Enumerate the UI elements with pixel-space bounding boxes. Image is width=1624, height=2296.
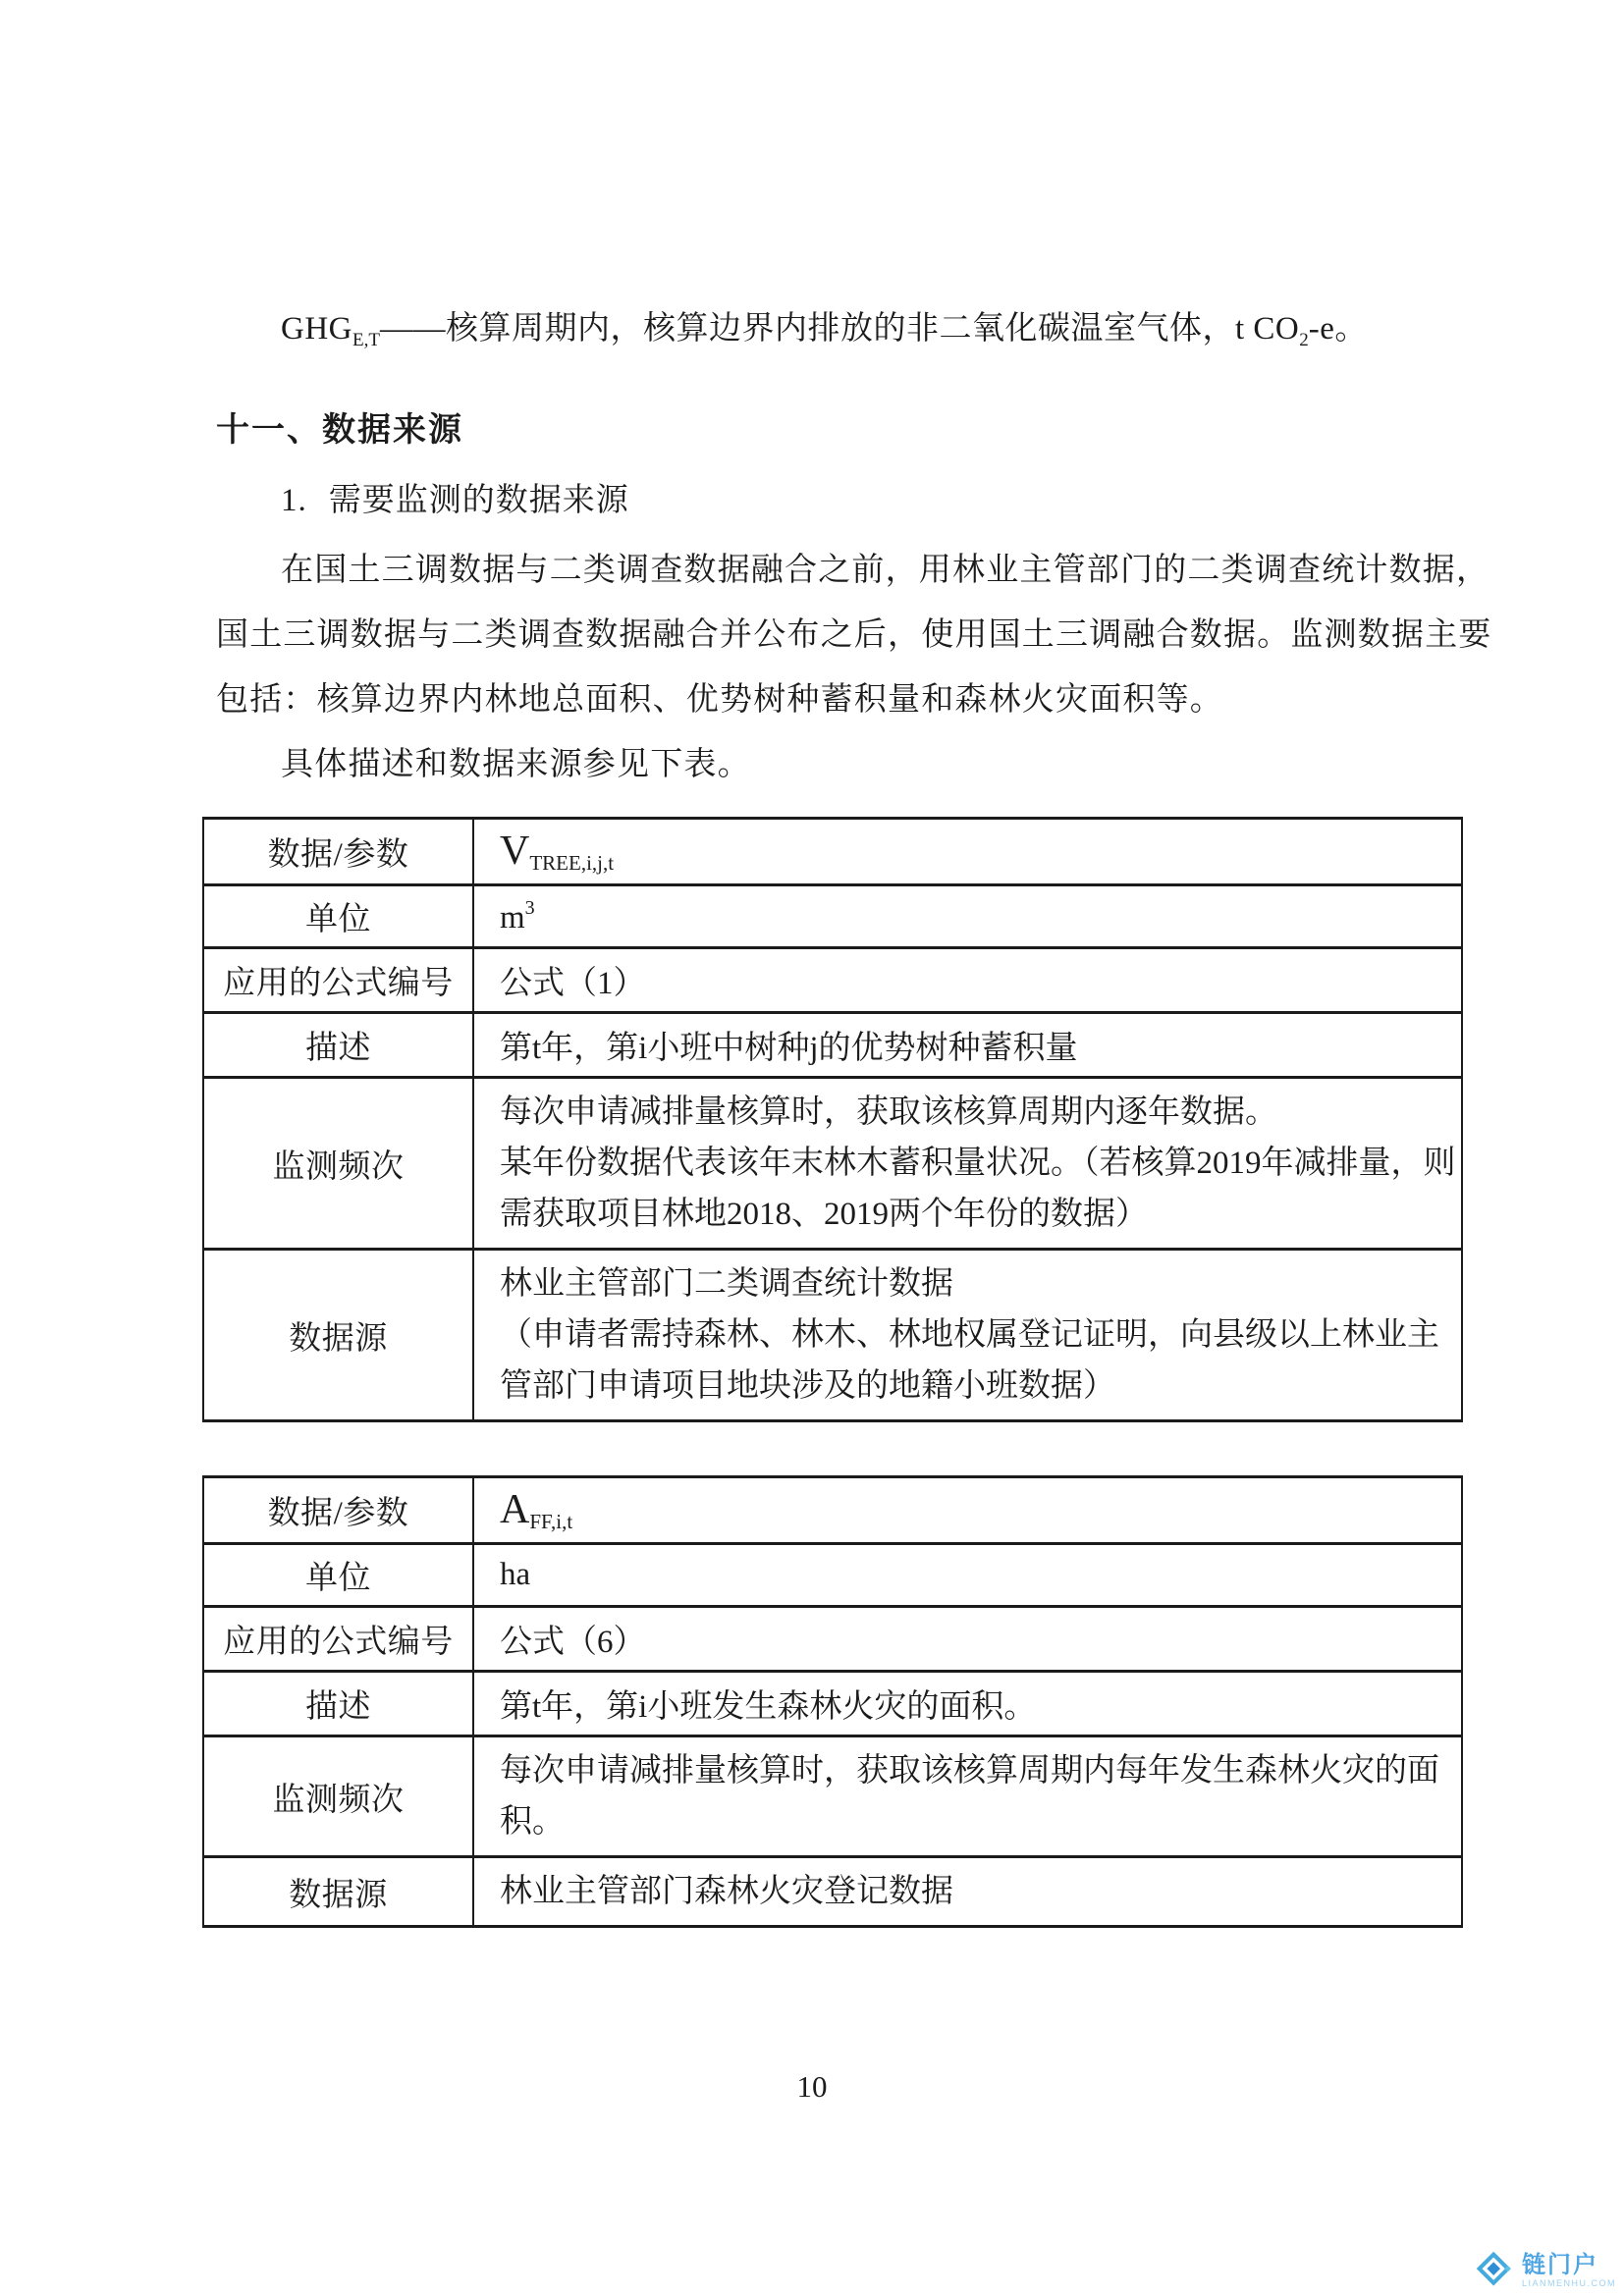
value-line: 需获取项目林地2018、2019两个年份的数据） [500, 1197, 1148, 1232]
table-row [203, 1672, 1462, 1736]
table-row [203, 819, 1462, 885]
row-label-cell: 单位 [203, 1544, 473, 1607]
table-row [203, 1250, 1462, 1421]
value-line: （申请者需持森林、林木、林地权属登记证明，向县级以上林业主 [500, 1317, 1439, 1353]
intro-paragraph [216, 538, 1492, 797]
parameter-subscript: FF,i,t [529, 1510, 573, 1533]
list-item-1 [216, 481, 1467, 520]
table-row [203, 1013, 1462, 1078]
row-value-cell [473, 1477, 1462, 1544]
diamond-logo-icon [1476, 2251, 1515, 2290]
row-value-cell [473, 1078, 1462, 1250]
row-label-cell: 描述 [203, 1672, 473, 1736]
table-row [203, 1544, 1462, 1607]
data-parameter-table-2 [202, 1475, 1463, 1928]
row-label-cell: 数据源 [203, 1857, 473, 1927]
table-row [203, 1078, 1462, 1250]
row-value-cell: 第t年，第i小班中树种j的优势树种蓄积量 [473, 1013, 1462, 1078]
row-label-cell: 数据/参数 [203, 1477, 473, 1544]
paragraph-line: 包括：核算边界内林地总面积、优势树种蓄积量和森林火灾面积等。 [216, 682, 1223, 718]
row-value-cell: 公式（1） [473, 948, 1462, 1013]
row-value-cell [473, 885, 1462, 948]
page-number: 10 [796, 2069, 828, 2104]
table-row [203, 885, 1462, 948]
unit-superscript: 3 [524, 896, 535, 919]
table-row [203, 1477, 1462, 1544]
row-value-cell [473, 1857, 1462, 1927]
value-line: 每次申请减排量核算时，获取该核算周期内每年发生森林火灾的面 [500, 1753, 1439, 1789]
parameter-symbol: V [500, 828, 530, 874]
row-label-cell: 单位 [203, 885, 473, 948]
parameter-subscript: TREE,i,j,t [529, 851, 615, 875]
row-value-cell: 公式（6） [473, 1607, 1462, 1672]
logo-text-block [1522, 2253, 1616, 2289]
value-line: 管部门申请项目地块涉及的地籍小班数据） [500, 1368, 1115, 1404]
parameter-symbol: A [500, 1487, 530, 1532]
co2-subscript: 2 [1299, 330, 1309, 350]
ghg-definition-tail: -e。 [1308, 311, 1368, 347]
value-line: 每次申请减排量核算时，获取该核算周期内逐年数据。 [500, 1095, 1277, 1130]
value-line: 某年份数据代表该年末林木蓄积量状况。（若核算2019年减排量，则 [500, 1146, 1456, 1181]
table-row [203, 1607, 1462, 1672]
logo-brand-text: 链门户 [1521, 2251, 1598, 2278]
data-parameter-table-1 [202, 817, 1463, 1422]
row-label-cell: 应用的公式编号 [203, 1607, 473, 1672]
row-label-cell: 监测频次 [203, 1736, 473, 1857]
ghg-definition-text: ——核算周期内，核算边界内排放的非二氧化碳温室气体，t CO [379, 311, 1300, 347]
value-line: 林业主管部门二类调查统计数据 [500, 1266, 953, 1302]
row-value-cell: 第t年，第i小班发生森林火灾的面积。 [473, 1672, 1462, 1736]
row-label-cell: 数据/参数 [203, 819, 473, 885]
unit-symbol: m [500, 899, 525, 935]
paragraph-line: 国土三调数据与二类调查数据融合并公布之后，使用国土三调融合数据。监测数据主要 [216, 617, 1492, 653]
row-value-cell: ha [473, 1544, 1462, 1607]
row-value-cell [473, 1736, 1462, 1857]
list-item-text: 需要监测的数据来源 [328, 483, 629, 518]
table-row [203, 948, 1462, 1013]
table-row [203, 1736, 1462, 1857]
lianmenhu-logo [1476, 2249, 1616, 2292]
row-label-cell: 应用的公式编号 [203, 948, 473, 1013]
paragraph-line: 在国土三调数据与二类调查数据融合之前，用林业主管部门的二类调查统计数据， [281, 553, 1490, 588]
table-row [203, 1857, 1462, 1927]
table-intro-line: 具体描述和数据来源参见下表。 [281, 747, 751, 782]
row-label-cell: 监测频次 [203, 1078, 473, 1250]
ghg-term-subscript: E,T [352, 330, 380, 350]
section-heading: 十一、数据来源 [216, 411, 463, 449]
ghg-term: GHG [281, 311, 352, 347]
row-label-cell: 数据源 [203, 1250, 473, 1421]
value-line: 积。 [500, 1804, 565, 1840]
row-value-cell [473, 1250, 1462, 1421]
value-line: 林业主管部门森林火灾登记数据 [500, 1874, 953, 1909]
logo-domain-text: LIANMENHU.COM [1521, 2277, 1616, 2288]
row-value-cell [473, 819, 1462, 885]
list-item-marker: 1. [281, 483, 307, 518]
ghg-definition-line [216, 308, 1467, 361]
row-label-cell: 描述 [203, 1013, 473, 1078]
